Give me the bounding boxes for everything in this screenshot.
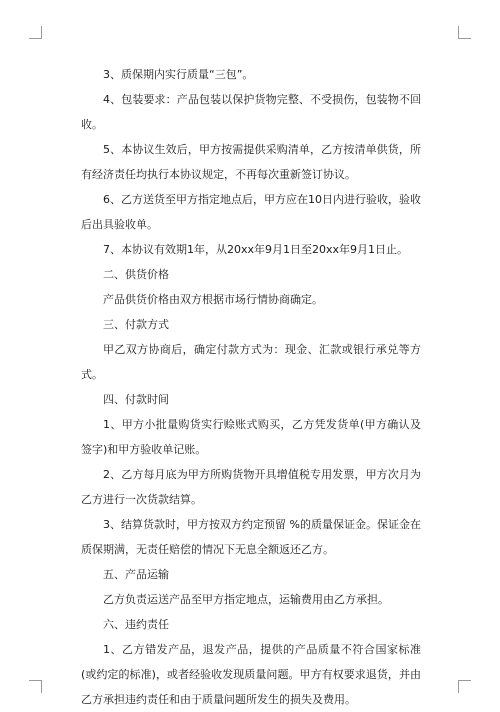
page-corner-mark-top-right <box>458 26 471 39</box>
clause-quality-deposit: 3、结算货款时，甲方按双方约定预留 %的质量保证金。保证金在质保期满，无责任赔偿的情况下无息全额返还乙方。 <box>81 518 421 556</box>
page-corner-mark-bottom-right <box>458 680 471 693</box>
section-heading-payment-time: 四、付款时间 <box>103 393 169 406</box>
clause-wrong-delivery: 1、乙方错发产品，退发产品，提供的产品质量不符合国家标准(或约定的标准)，或者经验收发现质量问题。甲方有权要求退货，并由乙方承担违约责任和由于质量问题所发生的损失及费用。 <box>81 643 421 706</box>
clause-warranty: 3、质保期内实行质量“三包”。 <box>103 68 254 81</box>
clause-monthly-invoice: 2、乙方每月底为甲方所购货物开具增值税专用发票，甲方次月为乙方进行一次货款结算。 <box>81 468 421 506</box>
clause-acceptance: 6、乙方送货至甲方指定地点后，甲方应在10日内进行验收，验收后出具验收单。 <box>81 193 421 231</box>
section-heading-payment-method: 三、付款方式 <box>103 318 169 331</box>
clause-credit-purchase: 1、甲方小批量购货实行赊账式购买，乙方凭发货单(甲方确认及签字)和甲方验收单记账。 <box>81 418 421 456</box>
section-heading-liability: 六、违约责任 <box>103 618 169 631</box>
section-heading-price: 二、供货价格 <box>103 268 169 281</box>
clause-packaging: 4、包装要求：产品包装以保护货物完整、不受损伤，包装物不回收。 <box>81 93 421 131</box>
clause-payment-method: 甲乙双方协商后，确定付款方式为：现金、汇款或银行承兑等方式。 <box>81 343 421 381</box>
clause-price: 产品供货价格由双方根据市场行情协商确定。 <box>103 293 323 306</box>
section-heading-transport: 五、产品运输 <box>103 568 169 581</box>
clause-transport: 乙方负责运送产品至甲方指定地点，运输费用由乙方承担。 <box>103 593 389 606</box>
document-body <box>81 62 421 712</box>
page-corner-mark-bottom-left <box>29 680 42 693</box>
page-corner-mark-top-left <box>29 26 42 39</box>
clause-purchase-list: 5、本协议生效后，甲方按需提供采购清单，乙方按清单供货，所有经济责任均执行本协议规定，不再每次重新签订协议。 <box>81 143 421 181</box>
clause-validity: 7、本协议有效期1年，从20xx年9月1日至20xx年9月1日止。 <box>103 243 409 256</box>
